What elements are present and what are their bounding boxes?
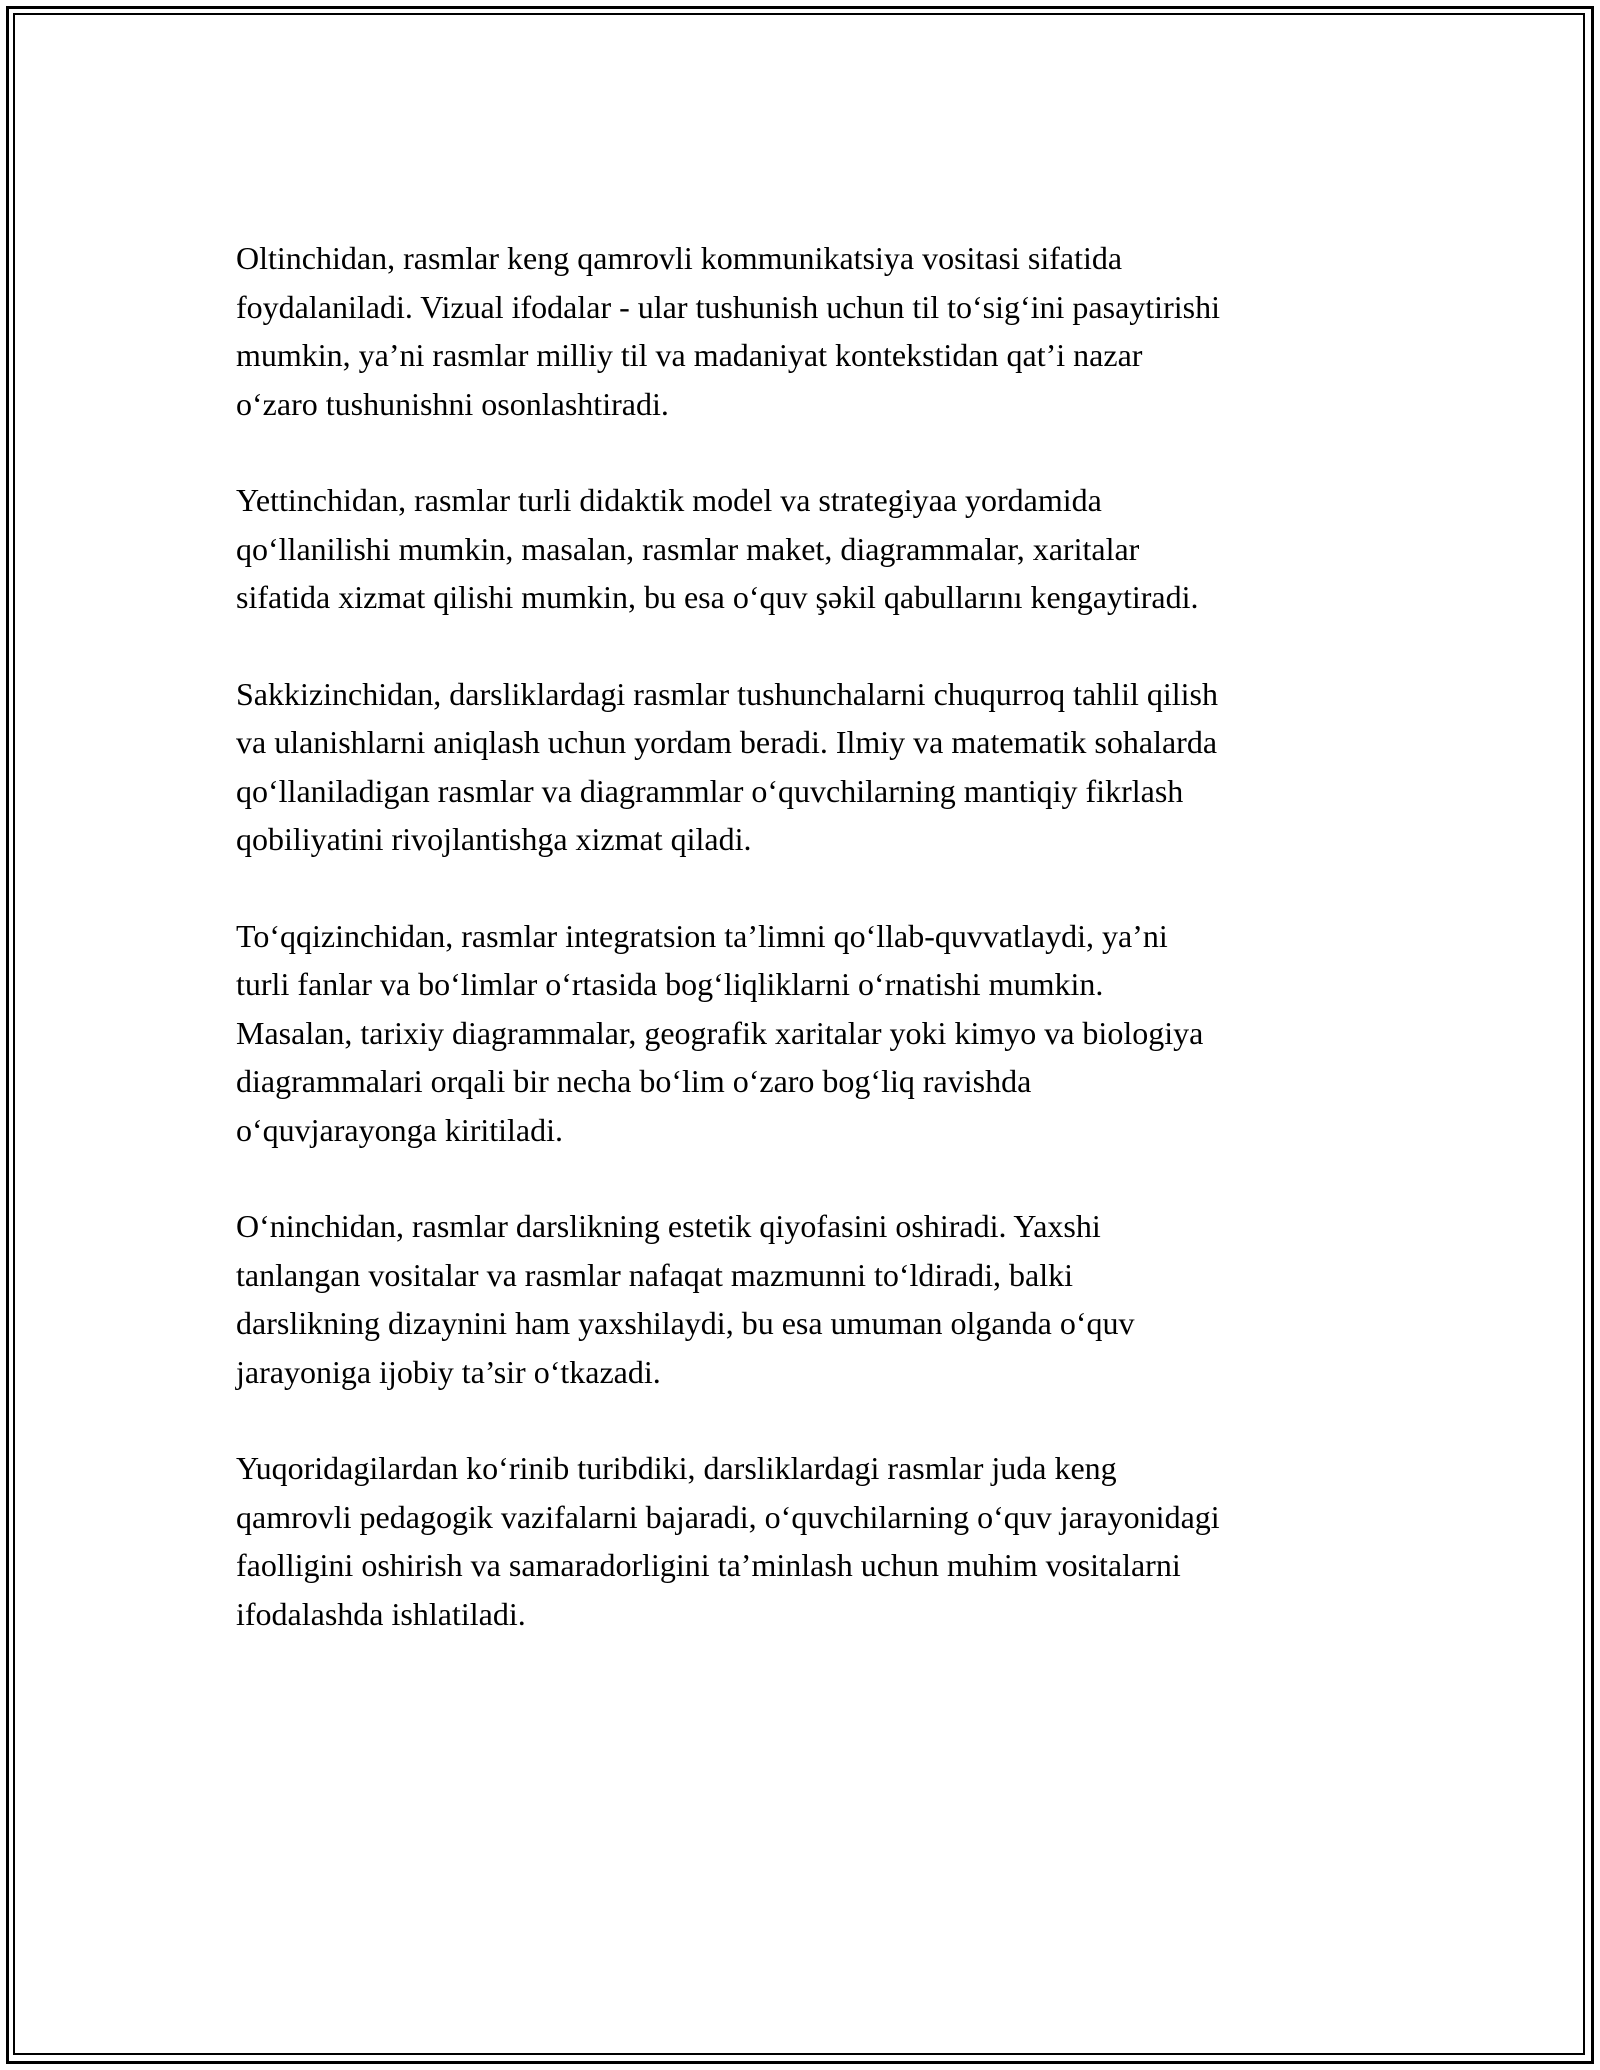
paragraph-conclusion xyxy=(236,1444,1386,1638)
text-line: faolligini oshirish va samaradorligini ta’minlash uchun muhim vositalarni xyxy=(236,1547,1181,1583)
text-line: tanlangan vositalar va rasmlar nafaqat mazmunni to‘ldiradi, balki xyxy=(236,1256,1074,1293)
paragraph-6 xyxy=(236,234,1386,428)
text-line: qobiliyatini rivojlantishga xizmat qiladi. xyxy=(236,821,752,857)
paragraph-8 xyxy=(236,670,1386,864)
document-body xyxy=(236,234,1386,1686)
text-line: mumkin, ya’ni rasmlar milliy til va madaniyat kontekstidan qat’i nazar xyxy=(236,337,1143,373)
text-line: O‘ninchidan, rasmlar darslikning estetik qiyofasini oshiradi. Yaxshi xyxy=(236,1208,1101,1244)
text-line: o‘quvjarayonga kiritiladi. xyxy=(236,1111,564,1148)
paragraph-10 xyxy=(236,1202,1386,1396)
text-line: Masalan, tarixiy diagrammalar, geografik xaritalar yoki kimyo va biologiya xyxy=(236,1014,1204,1051)
text-line: qo‘llaniladigan rasmlar va diagrammlar o‘quvchilarning mantiqiy fikrlash xyxy=(236,772,1184,809)
text-line: Sakkizinchidan, darsliklardagi rasmlar tushunchalarni chuqurroq tahlil qilish xyxy=(236,675,1218,712)
text-line: Oltinchidan, rasmlar keng qamrovli kommunikatsiya vositasi sifatida xyxy=(236,240,1123,276)
text-line: Yettinchidan, rasmlar turli didaktik model va strategiyaa yordamida xyxy=(236,482,1102,518)
text-line: Yuqoridagilardan ko‘rinib turibdiki, darsliklardagi rasmlar juda keng xyxy=(236,1450,1117,1486)
text-line: turli fanlar va bo‘limlar o‘rtasida bog‘liqliklarni o‘rnatishi mumkin. xyxy=(236,966,1104,1002)
text-line: darslikning dizaynini ham yaxshilaydi, bu esa umuman olganda o‘quv xyxy=(236,1305,1135,1341)
text-line: va ulanishlarni aniqlash uchun yordam beradi. Ilmiy va matematik sohalarda xyxy=(236,724,1218,760)
text-line: To‘qqizinchidan, rasmlar integratsion ta’limni qo‘llab-quvvatlaydi, ya’ni xyxy=(236,917,1168,954)
text-line: o‘zaro tushunishni osonlashtiradi. xyxy=(236,385,669,422)
text-line: qamrovli pedagogik vazifalarni bajaradi, o‘quvchilarning o‘quv jarayonidagi xyxy=(236,1498,1220,1535)
text-line: qo‘llanilishi mumkin, masalan, rasmlar maket, diagrammalar, xaritalar xyxy=(236,530,1140,567)
text-line: sifatida xizmat qilishi mumkin, bu esa o‘quv şəkil qabullarını kengaytiradi. xyxy=(236,579,1199,615)
text-line: diagrammalari orqali bir necha bo‘lim o‘zaro bog‘liq ravishda xyxy=(236,1063,1032,1099)
text-line: foydalaniladi. Vizual ifodalar - ular tushunish uchun til to‘sig‘ini pasaytirishi xyxy=(236,288,1220,325)
paragraph-7 xyxy=(236,476,1386,622)
paragraph-9 xyxy=(236,912,1386,1155)
text-line: ifodalashda ishlatiladi. xyxy=(236,1595,526,1632)
text-line: jarayoniga ijobiy ta’sir o‘tkazadi. xyxy=(236,1353,661,1390)
